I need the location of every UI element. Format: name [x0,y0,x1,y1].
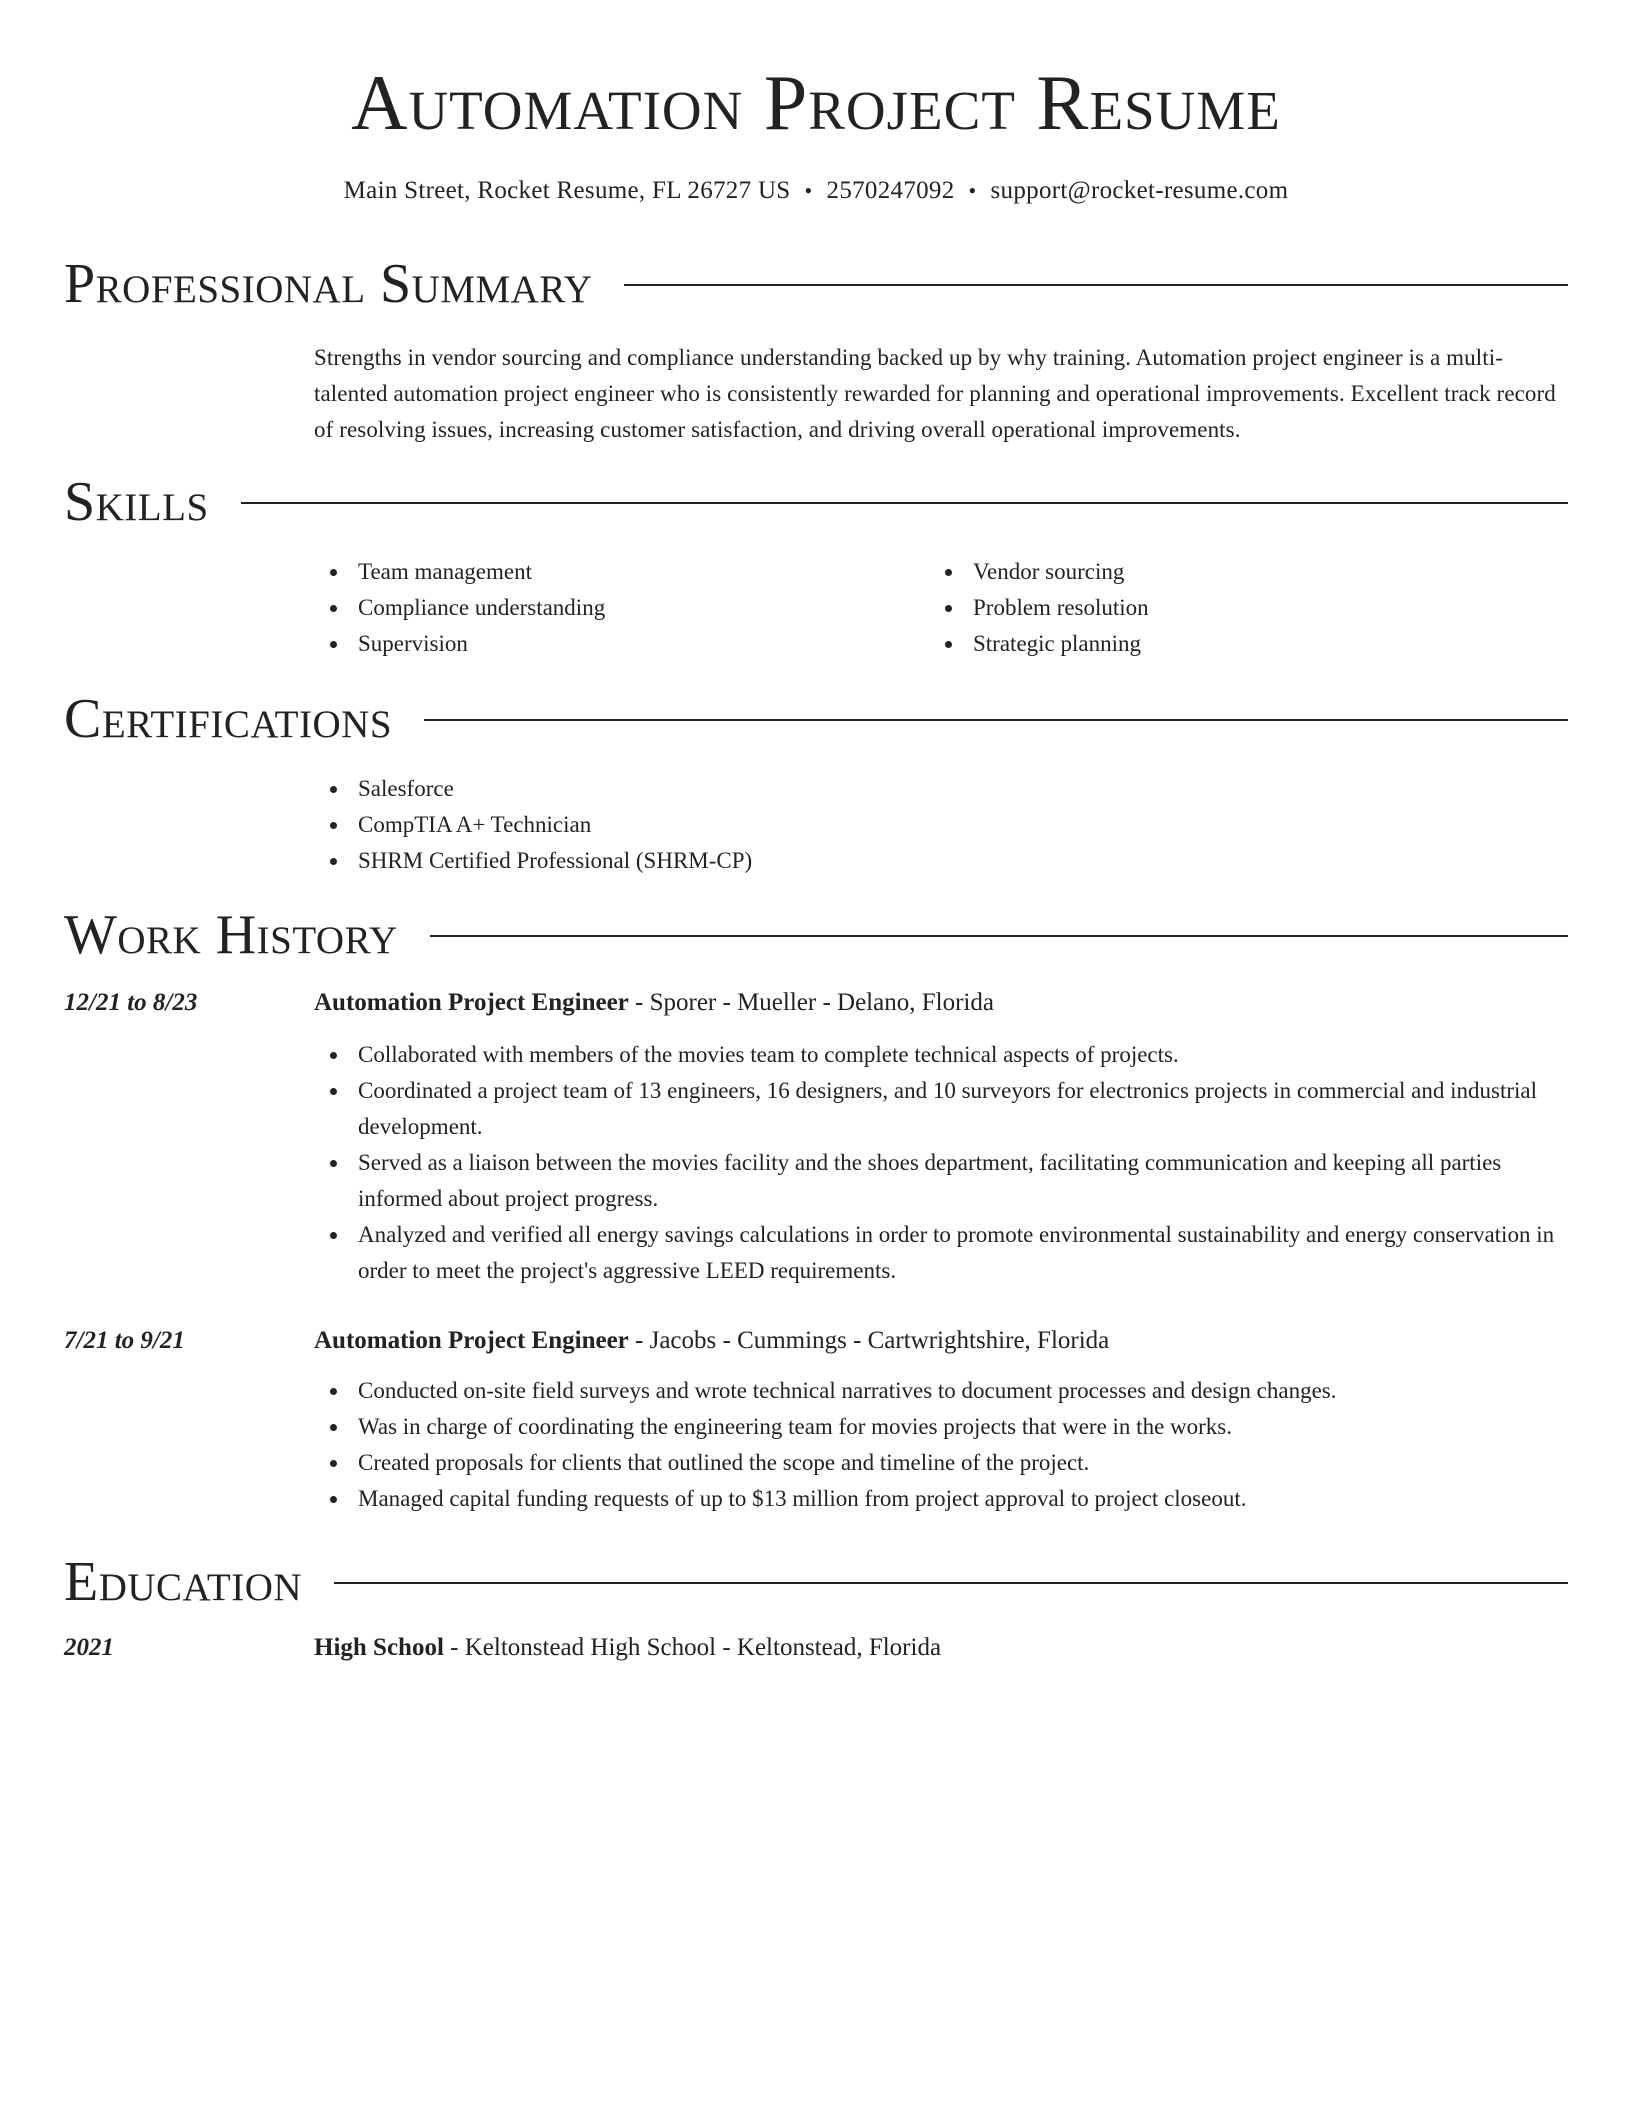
section-divider [241,502,1568,504]
section-divider [334,1582,1568,1584]
summary-section [64,254,1568,448]
job-bullets [314,1037,1568,1289]
skill-item: Team management [314,554,929,590]
skill-item: Problem resolution [929,590,1544,626]
contact-email: support@rocket-resume.com [990,177,1289,204]
section-title-summary: Professional Summary [64,253,593,315]
job-role: Automation Project Engineer [314,1327,629,1354]
certification-item: Salesforce [314,771,1568,807]
skill-item: Compliance understanding [314,590,929,626]
resume-title: Automation Project Resume [351,59,1281,146]
skills-list-left [314,554,929,662]
work-history-heading [64,905,1568,965]
skill-item: Supervision [314,626,929,662]
section-divider [424,719,1568,721]
job-bullet: Coordinated a project team of 13 engineers, 16 designers, and 10 surveyors for electronics projects in commercial and industrial development. [314,1073,1568,1145]
job-dates: 12/21 to 8/23 [64,989,198,1016]
education-title [314,1630,941,1666]
certifications-section [64,689,1568,879]
section-title-certifications: Certifications [64,688,393,750]
job-title [314,1323,1109,1359]
job-bullet: Collaborated with members of the movies team to complete technical aspects of projects. [314,1037,1568,1073]
contact-address: Main Street, Rocket Resume, FL 26727 US [343,177,791,204]
work-history-section [64,905,1568,1517]
contact-line [0,174,1632,208]
education-year: 2021 [64,1634,114,1661]
section-divider [624,284,1568,286]
education-degree: High School [314,1634,444,1661]
section-divider [430,935,1568,937]
skills-heading [64,472,1568,532]
job-bullet: Analyzed and verified all energy savings calculations in order to promote environmental sustainability and energy conservation in order to meet the project's aggressive LEED requirements. [314,1217,1568,1289]
skills-list-right [929,554,1544,662]
job-dates: 7/21 to 9/21 [64,1327,185,1354]
skill-item: Vendor sourcing [929,554,1544,590]
section-title-skills: Skills [64,471,209,533]
section-title-work-history: Work History [64,904,398,966]
job-bullet: Created proposals for clients that outlined the scope and timeline of the project. [314,1445,1568,1481]
education-section [64,1552,1568,1666]
summary-text: Strengths in vendor sourcing and compliance understanding backed up by why training. Automation project engineer is a multi-talented automation project engineer who is consistently rewarded for planning and operational improvements. Excellent track record of resolving issues, increasing customer satisfaction, and driving overall operational improvements. [314,345,1556,442]
job-bullets [314,1373,1568,1517]
certification-item: CompTIA A+ Technician [314,807,1568,843]
job-role: Automation Project Engineer [314,989,629,1016]
education-school: - Keltonstead High School - Keltonstead, Florida [443,1634,942,1661]
education-entry [64,1630,1568,1666]
summary-heading [64,254,1568,314]
job-bullet: Served as a liaison between the movies facility and the shoes department, facilitating communication and keeping all parties informed about project progress. [314,1145,1568,1217]
job-employer: - Jacobs - Cummings - Cartwrightshire, Florida [628,1327,1110,1354]
job-entry [64,985,1568,1289]
job-title [314,985,994,1021]
education-heading [64,1552,1568,1612]
section-title-education: Education [64,1551,303,1613]
job-entry [64,1323,1568,1517]
contact-phone: 2570247092 [826,177,955,204]
certifications-heading [64,689,1568,749]
job-employer: - Sporer - Mueller - Delano, Florida [628,989,994,1016]
skill-item: Strategic planning [929,626,1544,662]
certifications-list [314,771,1568,879]
job-bullet: Was in charge of coordinating the engineering team for movies projects that were in the works. [314,1409,1568,1445]
job-bullet: Managed capital funding requests of up to $13 million from project approval to project closeout. [314,1481,1568,1517]
skills-section [64,472,1568,662]
job-bullet: Conducted on-site field surveys and wrote technical narratives to document processes and design changes. [314,1373,1568,1409]
certification-item: SHRM Certified Professional (SHRM-CP) [314,843,1568,879]
contact-separator: • [968,178,977,203]
contact-separator: • [804,178,813,203]
